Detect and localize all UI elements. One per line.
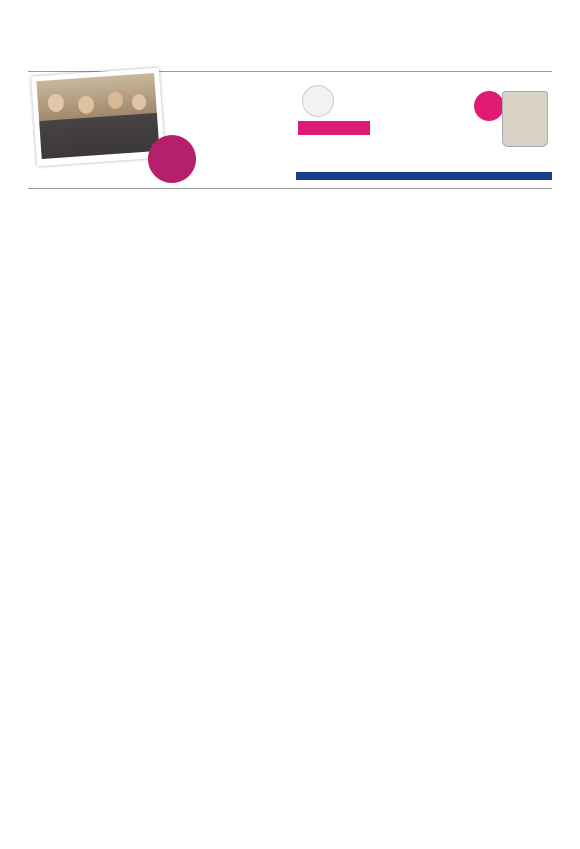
ad-footer xyxy=(296,172,552,180)
feature-photo-frame xyxy=(31,68,165,167)
section-rule xyxy=(28,188,552,189)
paint-bucket-image xyxy=(502,91,548,147)
feature-photo xyxy=(36,73,159,159)
store-logo xyxy=(302,85,334,117)
ad-omaggio-label xyxy=(298,121,370,135)
page-header xyxy=(28,50,552,70)
ad-price xyxy=(474,91,504,121)
advertisement xyxy=(296,77,552,180)
